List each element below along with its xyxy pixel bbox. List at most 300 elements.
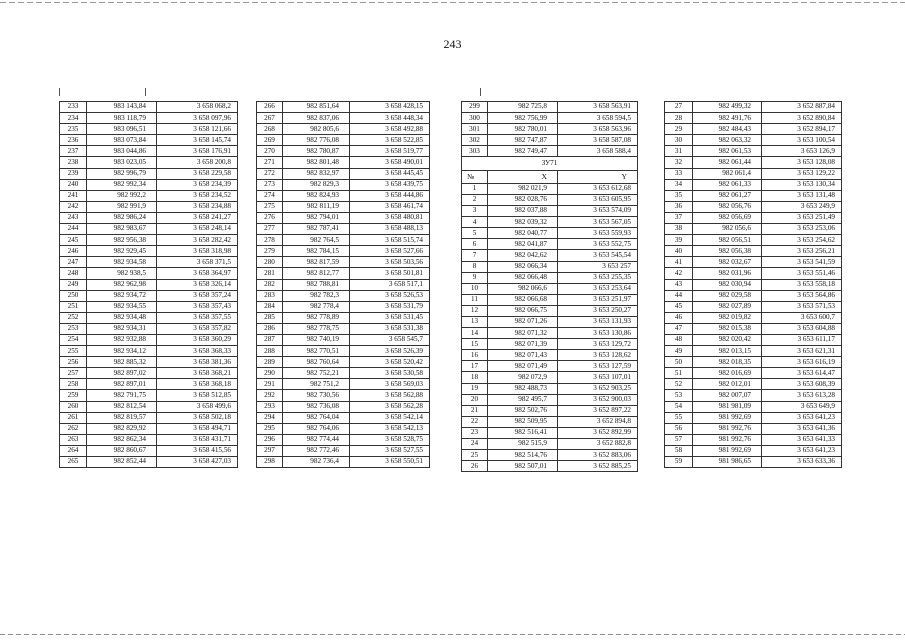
y-coordinate: 3 653 127,59 bbox=[558, 361, 638, 372]
table-row bbox=[257, 434, 430, 445]
x-coordinate: 982 934,48 bbox=[87, 312, 157, 323]
x-coordinate: 982 805,6 bbox=[283, 124, 350, 135]
point-number: 2 bbox=[462, 194, 488, 205]
bottom-scan-rule bbox=[0, 634, 905, 635]
x-coordinate: 982 015,38 bbox=[693, 323, 762, 334]
table-row bbox=[462, 394, 638, 405]
x-coordinate: 982 794,01 bbox=[283, 212, 350, 223]
y-coordinate: 3 653 100,54 bbox=[762, 135, 842, 146]
x-coordinate: 982 066,6 bbox=[488, 283, 558, 294]
point-number: 236 bbox=[60, 135, 87, 146]
y-coordinate: 3 658 234,88 bbox=[157, 201, 238, 212]
point-number: 267 bbox=[257, 113, 283, 124]
point-number: 273 bbox=[257, 179, 283, 190]
y-coordinate: 3 658 415,56 bbox=[157, 445, 238, 456]
point-number: 272 bbox=[257, 168, 283, 179]
point-number: 270 bbox=[257, 146, 283, 157]
table-row bbox=[665, 246, 842, 257]
table-row bbox=[665, 457, 842, 468]
y-coordinate: 3 658 357,82 bbox=[157, 323, 238, 334]
point-number: 21 bbox=[462, 405, 488, 416]
y-coordinate: 3 653 571,53 bbox=[762, 301, 842, 312]
point-number: 35 bbox=[665, 190, 693, 201]
y-coordinate: 3 652 894,8 bbox=[558, 416, 638, 427]
point-number: 37 bbox=[665, 212, 693, 223]
point-number: 294 bbox=[257, 412, 283, 423]
point-number: 246 bbox=[60, 246, 87, 257]
table-row bbox=[60, 445, 238, 456]
y-coordinate: 3 652 882,8 bbox=[558, 439, 638, 450]
table-row bbox=[462, 305, 638, 316]
point-number: 235 bbox=[60, 124, 87, 135]
y-coordinate: 3 658 200,8 bbox=[157, 157, 238, 168]
table-row bbox=[462, 350, 638, 361]
point-number: 33 bbox=[665, 168, 693, 179]
x-coordinate: 982 819,57 bbox=[87, 412, 157, 423]
table-row bbox=[462, 239, 638, 250]
point-number: 1 bbox=[462, 183, 488, 194]
x-coordinate: 982 066,48 bbox=[488, 272, 558, 283]
point-number: 251 bbox=[60, 301, 87, 312]
x-coordinate: 982 791,75 bbox=[87, 390, 157, 401]
table-row bbox=[665, 124, 842, 135]
y-coordinate: 3 653 641,33 bbox=[762, 434, 842, 445]
x-coordinate: 982 776,08 bbox=[283, 135, 350, 146]
y-coordinate: 3 653 545,54 bbox=[558, 250, 638, 261]
table-row bbox=[257, 212, 430, 223]
x-coordinate: 982 730,56 bbox=[283, 390, 350, 401]
table-row bbox=[60, 290, 238, 301]
point-number: 258 bbox=[60, 379, 87, 390]
y-coordinate: 3 658 234,52 bbox=[157, 190, 238, 201]
table-row bbox=[257, 290, 430, 301]
table-row bbox=[462, 450, 638, 461]
y-coordinate: 3 652 892,99 bbox=[558, 427, 638, 438]
point-number: 259 bbox=[60, 390, 87, 401]
point-number: 31 bbox=[665, 146, 693, 157]
y-coordinate: 3 653 249,9 bbox=[762, 201, 842, 212]
x-coordinate: 982 028,76 bbox=[488, 194, 558, 205]
point-number: 18 bbox=[462, 372, 488, 383]
point-number: 38 bbox=[665, 224, 693, 235]
point-number: 289 bbox=[257, 357, 283, 368]
x-coordinate: 982 740,19 bbox=[283, 334, 350, 345]
table-row bbox=[462, 427, 638, 438]
x-coordinate: 982 824,93 bbox=[283, 190, 350, 201]
y-coordinate: 3 653 614,47 bbox=[762, 368, 842, 379]
x-coordinate: 982 066,68 bbox=[488, 294, 558, 305]
x-coordinate: 982 495,7 bbox=[488, 394, 558, 405]
x-coordinate: 981 992,69 bbox=[693, 412, 762, 423]
table-row bbox=[60, 246, 238, 257]
point-number: 278 bbox=[257, 235, 283, 246]
table-row bbox=[462, 194, 638, 205]
table-row bbox=[257, 257, 430, 268]
x-coordinate: 982 071,43 bbox=[488, 350, 558, 361]
y-coordinate: 3 652 890,84 bbox=[762, 113, 842, 124]
y-coordinate: 3 653 649,9 bbox=[762, 401, 842, 412]
x-coordinate: 982 736,08 bbox=[283, 401, 350, 412]
x-coordinate: 982 072,9 bbox=[488, 372, 558, 383]
y-coordinate: 3 653 621,31 bbox=[762, 346, 842, 357]
table-row bbox=[60, 124, 238, 135]
y-coordinate: 3 653 250,27 bbox=[558, 305, 638, 316]
x-coordinate: 982 760,64 bbox=[283, 357, 350, 368]
point-number: 41 bbox=[665, 257, 693, 268]
x-coordinate: 982 042,62 bbox=[488, 250, 558, 261]
point-number: 262 bbox=[60, 423, 87, 434]
table-row bbox=[462, 183, 638, 194]
table-row bbox=[665, 323, 842, 334]
x-coordinate: 982 016,69 bbox=[693, 368, 762, 379]
y-coordinate: 3 658 520,42 bbox=[350, 357, 430, 368]
point-number: 300 bbox=[462, 113, 488, 124]
x-coordinate: 982 061,53 bbox=[693, 146, 762, 157]
table-row bbox=[462, 228, 638, 239]
point-number: 50 bbox=[665, 357, 693, 368]
y-coordinate: 3 653 130,34 bbox=[762, 179, 842, 190]
table-row bbox=[257, 357, 430, 368]
x-coordinate: 982 491,76 bbox=[693, 113, 762, 124]
y-coordinate: 3 658 427,03 bbox=[157, 457, 238, 468]
point-number: 15 bbox=[462, 339, 488, 350]
y-coordinate: 3 653 251,97 bbox=[558, 294, 638, 305]
x-coordinate: 982 897,02 bbox=[87, 368, 157, 379]
point-number: 301 bbox=[462, 124, 488, 135]
y-coordinate: 3 658 428,15 bbox=[350, 102, 430, 113]
point-number: 46 bbox=[665, 312, 693, 323]
point-number: 252 bbox=[60, 312, 87, 323]
table-row bbox=[60, 457, 238, 468]
x-coordinate: 982 860,67 bbox=[87, 445, 157, 456]
point-number: 239 bbox=[60, 168, 87, 179]
x-coordinate: 982 031,96 bbox=[693, 268, 762, 279]
point-number: 248 bbox=[60, 268, 87, 279]
x-coordinate: 982 484,43 bbox=[693, 124, 762, 135]
point-number: 247 bbox=[60, 257, 87, 268]
table-row bbox=[60, 434, 238, 445]
y-coordinate: 3 658 522,85 bbox=[350, 135, 430, 146]
table-row bbox=[257, 124, 430, 135]
y-coordinate: 3 658 587,08 bbox=[558, 135, 638, 146]
point-number: 23 bbox=[462, 427, 488, 438]
y-coordinate: 3 653 129,22 bbox=[762, 168, 842, 179]
point-number: 12 bbox=[462, 305, 488, 316]
point-number: 291 bbox=[257, 379, 283, 390]
point-number: 44 bbox=[665, 290, 693, 301]
point-number: 292 bbox=[257, 390, 283, 401]
y-coordinate: 3 658 594,5 bbox=[558, 113, 638, 124]
point-number: 32 bbox=[665, 157, 693, 168]
point-number: 281 bbox=[257, 268, 283, 279]
x-coordinate: 982 071,26 bbox=[488, 316, 558, 327]
y-coordinate: 3 658 528,75 bbox=[350, 434, 430, 445]
table-row bbox=[257, 157, 430, 168]
point-number: 243 bbox=[60, 212, 87, 223]
x-coordinate: 981 986,65 bbox=[693, 457, 762, 468]
y-coordinate: 3 658 444,86 bbox=[350, 190, 430, 201]
x-coordinate: 982 832,97 bbox=[283, 168, 350, 179]
y-coordinate: 3 653 604,88 bbox=[762, 323, 842, 334]
table-row bbox=[257, 445, 430, 456]
y-coordinate: 3 658 550,51 bbox=[350, 457, 430, 468]
y-coordinate: 3 658 371,5 bbox=[157, 257, 238, 268]
table-row bbox=[665, 379, 842, 390]
y-coordinate: 3 658 488,13 bbox=[350, 224, 430, 235]
x-coordinate: 982 749,47 bbox=[488, 146, 558, 157]
x-coordinate: 982 516,41 bbox=[488, 427, 558, 438]
table-row bbox=[60, 168, 238, 179]
x-coordinate: 982 782,3 bbox=[283, 290, 350, 301]
table-row bbox=[257, 457, 430, 468]
y-coordinate: 3 653 253,06 bbox=[762, 224, 842, 235]
y-coordinate: 3 658 517,1 bbox=[350, 279, 430, 290]
point-number: 45 bbox=[665, 301, 693, 312]
x-coordinate: 982 778,4 bbox=[283, 301, 350, 312]
point-number: 274 bbox=[257, 190, 283, 201]
x-coordinate: 982 514,76 bbox=[488, 450, 558, 461]
table-row bbox=[462, 383, 638, 394]
point-number: 25 bbox=[462, 450, 488, 461]
y-coordinate: 3 658 145,74 bbox=[157, 135, 238, 146]
y-coordinate: 3 658 241,27 bbox=[157, 212, 238, 223]
table-row bbox=[462, 250, 638, 261]
point-number: 30 bbox=[665, 135, 693, 146]
table-row bbox=[665, 334, 842, 345]
point-number: 277 bbox=[257, 224, 283, 235]
point-number: 58 bbox=[665, 445, 693, 456]
point-number: 53 bbox=[665, 390, 693, 401]
x-coordinate: 982 780,87 bbox=[283, 146, 350, 157]
point-number: 11 bbox=[462, 294, 488, 305]
y-coordinate: 3 658 531,45 bbox=[350, 312, 430, 323]
table-row bbox=[462, 124, 638, 135]
x-coordinate: 982 030,94 bbox=[693, 279, 762, 290]
point-number: 39 bbox=[665, 235, 693, 246]
y-coordinate: 3 658 515,74 bbox=[350, 235, 430, 246]
table-row bbox=[257, 301, 430, 312]
y-coordinate: 3 653 128,62 bbox=[558, 350, 638, 361]
y-coordinate: 3 653 131,93 bbox=[558, 316, 638, 327]
table-row bbox=[257, 368, 430, 379]
table-row bbox=[462, 294, 638, 305]
table-row bbox=[257, 201, 430, 212]
table-row bbox=[462, 217, 638, 228]
section-caption-row bbox=[462, 157, 638, 170]
table-row bbox=[462, 146, 638, 157]
x-coordinate: 982 056,51 bbox=[693, 235, 762, 246]
table-row bbox=[665, 113, 842, 124]
y-coordinate: 3 658 526,39 bbox=[350, 346, 430, 357]
y-coordinate: 3 653 559,93 bbox=[558, 228, 638, 239]
table-row bbox=[665, 401, 842, 412]
y-coordinate: 3 653 616,19 bbox=[762, 357, 842, 368]
y-coordinate: 3 652 900,03 bbox=[558, 394, 638, 405]
x-coordinate: 982 772,46 bbox=[283, 445, 350, 456]
x-coordinate: 982 862,34 bbox=[87, 434, 157, 445]
x-coordinate: 982 018,35 bbox=[693, 357, 762, 368]
point-number: 54 bbox=[665, 401, 693, 412]
table-row bbox=[257, 279, 430, 290]
table-row bbox=[257, 268, 430, 279]
y-coordinate: 3 653 613,28 bbox=[762, 390, 842, 401]
point-number: 261 bbox=[60, 412, 87, 423]
table-row bbox=[60, 301, 238, 312]
table-row bbox=[257, 423, 430, 434]
table-row bbox=[60, 113, 238, 124]
table-row bbox=[60, 190, 238, 201]
x-coordinate: 982 029,58 bbox=[693, 290, 762, 301]
x-coordinate: 981 992,76 bbox=[693, 423, 762, 434]
table-row bbox=[60, 401, 238, 412]
table-row bbox=[60, 334, 238, 345]
point-number: 250 bbox=[60, 290, 87, 301]
y-coordinate: 3 658 360,29 bbox=[157, 334, 238, 345]
point-number: 241 bbox=[60, 190, 87, 201]
y-coordinate: 3 653 641,23 bbox=[762, 412, 842, 423]
y-coordinate: 3 658 439,75 bbox=[350, 179, 430, 190]
table-row bbox=[665, 168, 842, 179]
point-number: 257 bbox=[60, 368, 87, 379]
table-row bbox=[462, 328, 638, 339]
table-row bbox=[60, 179, 238, 190]
x-coordinate: 982 509,95 bbox=[488, 416, 558, 427]
y-coordinate: 3 658 492,88 bbox=[350, 124, 430, 135]
coordinates-table-2 bbox=[256, 101, 430, 468]
x-coordinate: 982 812,77 bbox=[283, 268, 350, 279]
x-coordinate: 982 774,44 bbox=[283, 434, 350, 445]
table-row bbox=[665, 390, 842, 401]
table-row bbox=[60, 235, 238, 246]
y-coordinate: 3 653 254,62 bbox=[762, 235, 842, 246]
x-coordinate: 982 962,98 bbox=[87, 279, 157, 290]
x-coordinate: 982 040,77 bbox=[488, 228, 558, 239]
x-coordinate: 982 788,81 bbox=[283, 279, 350, 290]
x-coordinate: 982 778,89 bbox=[283, 312, 350, 323]
point-number: 298 bbox=[257, 457, 283, 468]
x-coordinate: 981 981,09 bbox=[693, 401, 762, 412]
table-row bbox=[665, 357, 842, 368]
x-coordinate: 982 885,32 bbox=[87, 357, 157, 368]
table-row bbox=[60, 412, 238, 423]
point-number: 264 bbox=[60, 445, 87, 456]
table-row bbox=[462, 113, 638, 124]
table-row bbox=[257, 412, 430, 423]
y-coordinate: 3 658 512,85 bbox=[157, 390, 238, 401]
table-row bbox=[257, 146, 430, 157]
x-coordinate: 982 013,15 bbox=[693, 346, 762, 357]
point-number: 303 bbox=[462, 146, 488, 157]
table-row bbox=[257, 334, 430, 345]
y-coordinate: 3 658 530,58 bbox=[350, 368, 430, 379]
point-number: 279 bbox=[257, 246, 283, 257]
table-row bbox=[60, 146, 238, 157]
table-row bbox=[665, 312, 842, 323]
y-coordinate: 3 653 564,86 bbox=[762, 290, 842, 301]
y-coordinate: 3 652 897,22 bbox=[558, 405, 638, 416]
x-coordinate: 982 996,79 bbox=[87, 168, 157, 179]
point-number: 275 bbox=[257, 201, 283, 212]
table-row bbox=[60, 323, 238, 334]
x-coordinate: 982 986,24 bbox=[87, 212, 157, 223]
y-coordinate: 3 658 368,18 bbox=[157, 379, 238, 390]
y-coordinate: 3 658 588,4 bbox=[558, 146, 638, 157]
point-number: 297 bbox=[257, 445, 283, 456]
y-coordinate: 3 658 445,45 bbox=[350, 168, 430, 179]
x-coordinate: 982 811,19 bbox=[283, 201, 350, 212]
point-number: 43 bbox=[665, 279, 693, 290]
point-number: 285 bbox=[257, 312, 283, 323]
y-coordinate: 3 653 256,21 bbox=[762, 246, 842, 257]
section-caption: ЗУ71 bbox=[462, 157, 638, 170]
y-coordinate: 3 658 461,74 bbox=[350, 201, 430, 212]
y-coordinate: 3 658 563,96 bbox=[558, 124, 638, 135]
point-number: 293 bbox=[257, 401, 283, 412]
y-coordinate: 3 658 494,71 bbox=[157, 423, 238, 434]
point-number: 287 bbox=[257, 334, 283, 345]
y-coordinate: 3 658 502,18 bbox=[157, 412, 238, 423]
point-number: 7 bbox=[462, 250, 488, 261]
y-coordinate: 3 653 253,64 bbox=[558, 283, 638, 294]
x-coordinate: 982 801,48 bbox=[283, 157, 350, 168]
x-coordinate: 982 934,72 bbox=[87, 290, 157, 301]
table-row bbox=[60, 201, 238, 212]
point-number: 240 bbox=[60, 179, 87, 190]
table-row bbox=[462, 272, 638, 283]
table-row bbox=[462, 461, 638, 472]
y-coordinate: 3 658 545,7 bbox=[350, 334, 430, 345]
point-number: 13 bbox=[462, 316, 488, 327]
point-number: 302 bbox=[462, 135, 488, 146]
column-stub-line bbox=[145, 88, 146, 96]
x-coordinate: 982 021,9 bbox=[488, 183, 558, 194]
x-coordinate: 983 096,51 bbox=[87, 124, 157, 135]
table-row bbox=[60, 379, 238, 390]
y-coordinate: 3 653 558,18 bbox=[762, 279, 842, 290]
x-coordinate: 982 020,42 bbox=[693, 334, 762, 345]
point-number: 234 bbox=[60, 113, 87, 124]
table-row bbox=[462, 102, 638, 113]
y-coordinate: 3 658 499,6 bbox=[157, 401, 238, 412]
column-header: X bbox=[488, 170, 558, 183]
x-coordinate: 982 056,69 bbox=[693, 212, 762, 223]
point-number: 20 bbox=[462, 394, 488, 405]
x-coordinate: 982 061,44 bbox=[693, 157, 762, 168]
y-coordinate: 3 658 318,98 bbox=[157, 246, 238, 257]
point-number: 55 bbox=[665, 412, 693, 423]
table-row bbox=[60, 102, 238, 113]
column-stub-line bbox=[480, 88, 481, 96]
point-number: 296 bbox=[257, 434, 283, 445]
x-coordinate: 982 007,07 bbox=[693, 390, 762, 401]
table-row bbox=[462, 361, 638, 372]
point-number: 19 bbox=[462, 383, 488, 394]
y-coordinate: 3 658 431,71 bbox=[157, 434, 238, 445]
x-coordinate: 982 778,75 bbox=[283, 323, 350, 334]
point-number: 47 bbox=[665, 323, 693, 334]
table-row bbox=[665, 268, 842, 279]
point-number: 57 bbox=[665, 434, 693, 445]
table-row bbox=[665, 257, 842, 268]
x-coordinate: 982 037,88 bbox=[488, 206, 558, 217]
y-coordinate: 3 653 130,86 bbox=[558, 328, 638, 339]
y-coordinate: 3 653 567,05 bbox=[558, 217, 638, 228]
point-number: 284 bbox=[257, 301, 283, 312]
x-coordinate: 982 039,32 bbox=[488, 217, 558, 228]
table-row bbox=[665, 201, 842, 212]
point-number: 265 bbox=[60, 457, 87, 468]
x-coordinate: 982 897,01 bbox=[87, 379, 157, 390]
